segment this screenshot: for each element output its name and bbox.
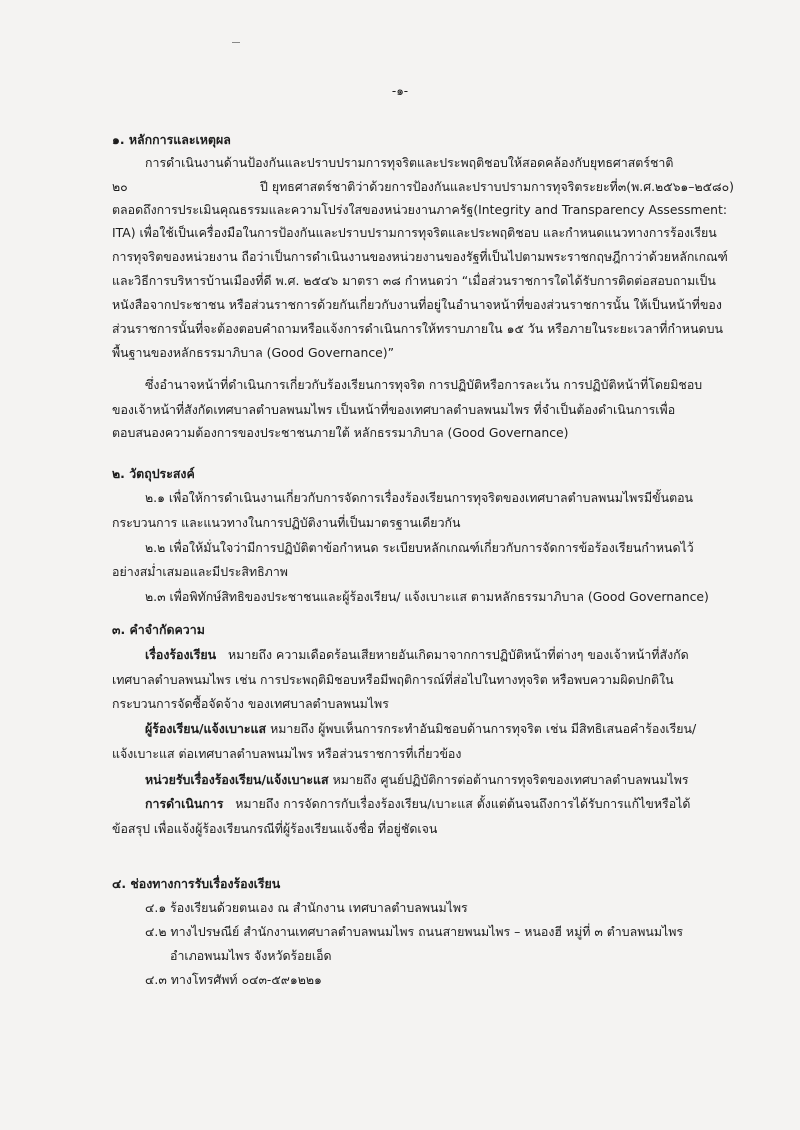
s1-p1-line-6: และวิธีการบริหารบ้านเมืองที่ดี พ.ศ. ๒๕๔๖ มาตรา ๓๘ กำหนดว่า “เมื่อส่วนราชการใดได้รับการติดต่อสอบถามเป็น xyxy=(112,273,716,288)
term-receiving-unit: หน่วยรับเรื่องร้องเรียน/แจ้งเบาะแส xyxy=(145,772,329,787)
def-complaint-text-1: หมายถึง ความเดือดร้อนเสียหายอันเกิดมาจากการปฏิบัติหน้าที่ต่างๆ ของเจ้าหน้าที่สังกัด xyxy=(227,647,689,662)
def-complainant-text-1: หมายถึง ผู้พบเห็นการกระทำอันมิชอบด้านการทุจริต เช่น มีสิทธิเสนอคำร้องเรียน/ xyxy=(270,721,697,736)
def-complaint-text-3: กระบวนการจัดซื้อจัดจ้าง ของเทศบาลตำบลพนมไพร xyxy=(112,696,389,711)
s1-p1-line-5: การทุจริตของหน่วยงาน ถือว่าเป็นการดำเนินงานของหน่วยงานของรัฐที่เป็นไปตามพระราชกฤษฎีกาว่าด้วยหลักเกณฑ์ xyxy=(112,249,728,264)
s1-p2-line-2: ของเจ้าหน้าที่สังกัดเทศบาลตำบลพนมไพร เป็นหน้าที่ของเทศบาลตำบลพนมไพร ที่จำเป็นต้องดำเนินการเพื่อ xyxy=(112,402,676,417)
term-operation: การดำเนินการ xyxy=(145,796,224,811)
def-complainant-text-2: แจ้งเบาะแส ต่อเทศบาลตำบลพนมไพร หรือส่วนราชการที่เกี่ยวข้อง xyxy=(112,746,462,761)
s4-line-4: ๔.๓ ทางโทรศัพท์ ๐๔๓-๕๙๑๒๒๑ xyxy=(145,972,322,987)
section-2-heading: ๒. วัตถุประสงค์ xyxy=(112,466,195,481)
def-operation xyxy=(145,794,690,813)
s2-line-1: ๒.๑ เพื่อให้การดำเนินงานเกี่ยวกับการจัดการเรื่องร้องเรียนการทุจริตของเทศบาลตำบลพนมไพรมีขั้นตอน xyxy=(145,490,694,505)
section-4-heading: ๔. ช่องทางการรับเรื่องร้องเรียน xyxy=(112,876,281,891)
def-receiving-unit-text: หมายถึง ศูนย์ปฏิบัติการต่อต้านการทุจริตของเทศบาลตำบลพนมไพร xyxy=(332,772,689,787)
def-operation-text-1: หมายถึง การจัดการกับเรื่องร้องเรียน/เบาะแส ตั้งแต่ต้นจนถึงการได้รับการแก้ไขหรือได้ xyxy=(235,796,691,811)
s1-p1-line-3: ตลอดถึงการประเมินคุณธรรมและความโปร่งใสของหน่วยงานภาครัฐ(Integrity and Transparency Assessment: xyxy=(112,202,727,217)
s2-line-5: ๒.๓ เพื่อพิทักษ์สิทธิของประชาชนและผู้ร้องเรียน/ แจ้งเบาะแส ตามหลักธรรมาภิบาล (Good Governance) xyxy=(145,589,709,604)
s4-line-1: ๔.๑ ร้องเรียนด้วยตนเอง ณ สำนักงาน เทศบาลตำบลพนมไพร xyxy=(145,900,468,915)
scan-mark xyxy=(232,42,240,43)
def-complaint xyxy=(145,645,689,664)
section-1-heading: ๑. หลักการและเหตุผล xyxy=(112,132,231,147)
s1-p1-line-2a: ๒๐ xyxy=(112,179,128,194)
s1-p1-line-7: หนังสือจากประชาชน หรือส่วนราชการด้วยกันเกี่ยวกับงานที่อยู่ในอำนาจหน้าที่ของส่วนราชการนั้น ให้เป็นหน้าที่ของ xyxy=(112,297,722,312)
def-receiving-unit xyxy=(145,770,689,789)
s2-line-3: ๒.๒ เพื่อให้มั่นใจว่ามีการปฏิบัติตาข้อกำหนด ระเบียบหลักเกณฑ์เกี่ยวกับการจัดการข้อร้องเรียนกำหนดไว้ xyxy=(145,540,694,555)
page-number: -๑- xyxy=(391,84,409,98)
s1-p1-line-2 xyxy=(112,177,734,196)
term-complaint: เรื่องร้องเรียน xyxy=(145,647,217,662)
s4-line-2: ๔.๒ ทางไปรษณีย์ สำนักงานเทศบาลตำบลพนมไพร ถนนสายพนมไพร – หนองฮี หมู่ที่ ๓ ตำบลพนมไพร xyxy=(145,924,684,939)
s1-p1-line-8: ส่วนราชการนั้นที่จะต้องตอบคำถามหรือแจ้งการดำเนินการให้ทราบภายใน ๑๕ วัน หรือภายในระยะเวลาที่กำหนดบน xyxy=(112,321,723,336)
s1-p1-line-4: ITA) เพื่อใช้เป็นเครื่องมือในการป้องกันและปราบปรามการทุจริตและประพฤติชอบ และกำหนดแนวทางการร้องเรียน xyxy=(112,225,717,240)
s1-p2-line-1: ซึ่งอำนาจหน้าที่ดำเนินการเกี่ยวกับร้องเรียนการทุจริต การปฏิบัติหรือการละเว้น การปฏิบัติหน้าที่โดยมิชอบ xyxy=(145,377,703,392)
s4-line-3: อำเภอพนมไพร จังหวัดร้อยเอ็ด xyxy=(170,948,332,963)
s2-line-4: อย่างสม่ำเสมอและมีประสิทธิภาพ xyxy=(112,564,288,579)
s2-line-2: กระบวนการ และแนวทางในการปฏิบัติงานที่เป็นมาตรฐานเดียวกัน xyxy=(112,515,461,530)
term-complainant: ผู้ร้องเรียน/แจ้งเบาะแส xyxy=(145,721,267,736)
s1-p2-line-3: ตอบสนองความต้องการของประชาชนภายใต้ หลักธรรมาภิบาล (Good Governance) xyxy=(112,425,569,440)
def-complainant xyxy=(145,719,696,738)
def-operation-text-2: ข้อสรุป เพื่อแจ้งผู้ร้องเรียนกรณีที่ผู้ร้องเรียนแจ้งชื่อ ที่อยู่ชัดเจน xyxy=(112,821,438,836)
s1-p1-line-9: พื้นฐานของหลักธรรมาภิบาล (Good Governance)” xyxy=(112,345,395,360)
s1-p1-line-2b: ปี ยุทธศาสตร์ชาติว่าด้วยการป้องกันและปราบปรามการทุจริตระยะที่๓(พ.ศ.๒๕๖๑–๒๕๘๐) xyxy=(260,179,734,194)
s1-p1-line-1: การดำเนินงานด้านป้องกันและปราบปรามการทุจริตและประพฤติชอบให้สอดคล้องกับยุทธศาสตร์ชาติ xyxy=(145,155,674,170)
section-3-heading: ๓. คำจำกัดความ xyxy=(112,622,205,637)
def-complaint-text-2: เทศบาลตำบลพนมไพร เช่น การประพฤติมิชอบหรือมีพฤติการณ์ที่ส่อไปในทางทุจริต หรือพบความผิดปกติใน xyxy=(112,672,674,687)
